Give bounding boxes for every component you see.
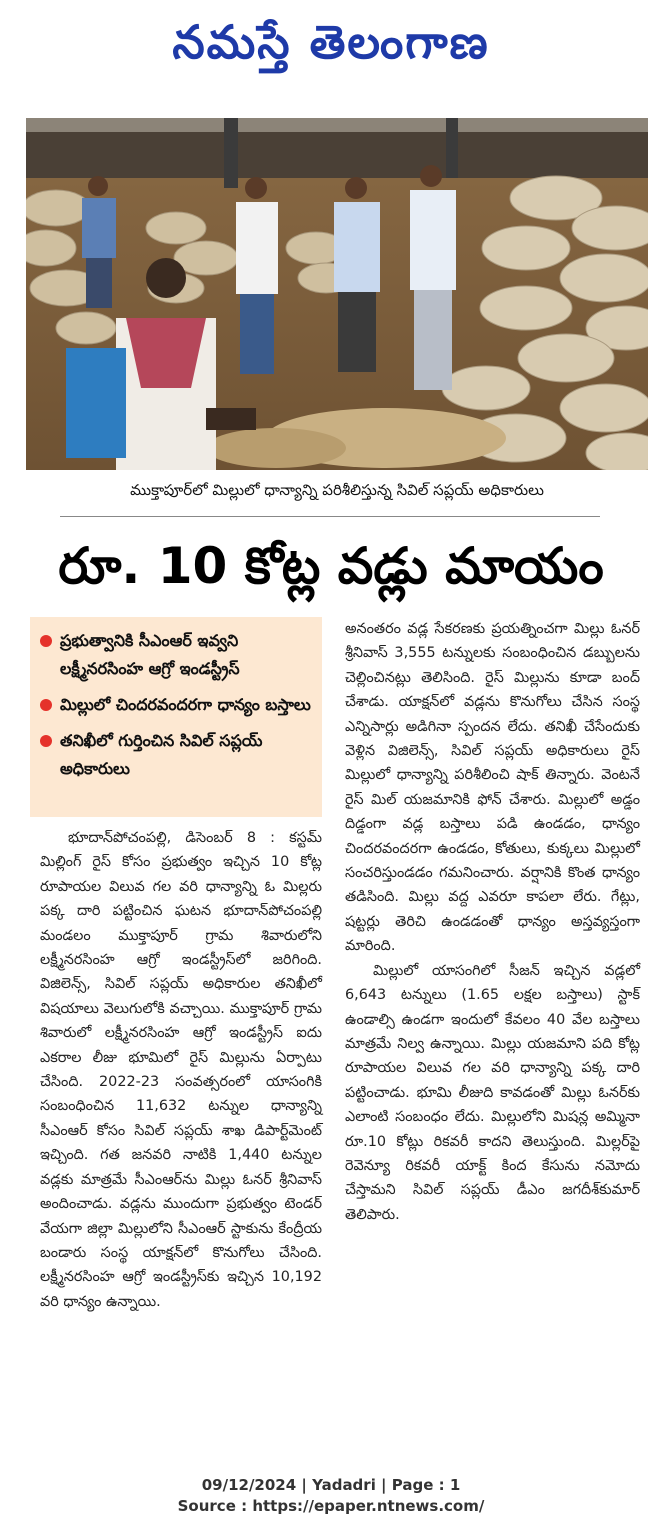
warehouse-image	[26, 118, 648, 470]
headline: రూ. 10 కోట్ల వడ్లు మాయం	[58, 537, 604, 595]
footer-date-edition: 09/12/2024 | Yadadri | Page : 1	[201, 1476, 461, 1494]
bullet-icon	[40, 699, 52, 711]
divider	[60, 516, 600, 517]
highlight-item	[38, 691, 314, 719]
bullet-icon	[40, 735, 52, 747]
highlights-box	[30, 617, 322, 817]
highlight-text: మిల్లులో చిందరవందరగా ధాన్యం బస్తాలు	[60, 695, 311, 714]
bullet-icon	[40, 635, 52, 647]
article-paragraph: మిల్లులో యాసంగిలో సీజన్ ఇచ్చిన వడ్లలో 6,643 టన్నులు (1.65 లక్షల బస్తాలు) స్టాక్ ఉండాల్సి ఉండగా ఇందులో కేవలం 40 వేల బస్తాలు మాత్రమే నిల్వ ఉన్నాయి. మిల్లు యజమాని పది కోట్ల రూపాయల విలువ గల వరి ధాన్యాన్ని పక్క దారి పట్టించాడు. భూమి లీజుది కావడంతో మిల్లు ఓనర్‌కు ఎలాంటి సంబంధం లేదు. మిల్లులోని మిషన్ల అమ్మినా రూ.10 కోట్లు రికవరీ కాదని తెలుస్తుంది. మిల్లర్‌పై రెవెన్యూ రికవరీ యాక్ట్ కింద కేసును నమోదు చేస్తామని సివిల్ సప్లయ్ డీఎం జగదీశ్‌కుమార్ తెలిపారు.	[345, 962, 640, 1223]
highlight-item	[38, 727, 314, 783]
footer-source: Source : https://epaper.ntnews.com/	[177, 1497, 485, 1515]
highlight-text: తనిఖీలో గుర్తించిన సివిల్ సప్లయ్ అధికారులు	[60, 731, 263, 778]
masthead-title: నమస్తే తెలంగాణ	[172, 15, 490, 69]
highlight-text: ప్రభుత్వానికి సీఎంఆర్ ఇవ్వని లక్ష్మీనరసింహ ఆగ్రో ఇండస్ట్రీస్	[60, 631, 240, 678]
highlight-item	[38, 627, 314, 683]
article-column-1	[40, 826, 322, 1314]
photo-caption: ముక్తాపూర్‌లో మిల్లులో ధాన్యాన్ని పరిశీలిస్తున్న సివిల్ సప్లయ్ అధికారులు	[130, 481, 544, 499]
page-footer	[0, 1475, 662, 1517]
article-column-2	[345, 617, 640, 1227]
news-photo	[26, 118, 648, 470]
article-paragraph: భూదాన్‌పోచంపల్లి, డిసెంబర్ 8 : కస్టమ్ మిల్లింగ్ రైస్ కోసం ప్రభుత్వం ఇచ్చిన 10 కోట్ల రూపాయల విలువ గల వరి ధాన్యాన్ని ఓ మిల్లరు పక్క దారి పట్టించిన ఘటన భూదాన్‌పోచంపల్లి మండలం ముక్తాపూర్ గ్రామ శివారులోని లక్ష్మీనరసింహ ఆగ్రో ఇండస్ట్రీస్‌లో జరిగింది. విజిలెన్స్, సివిల్ సప్లయ్ అధికారుల తనిఖీలో విషయాలు వెలుగులోకి వచ్చాయి. ముక్తాపూర్ గ్రామ శివారులో లక్ష్మీనరసింహ ఆగ్రో ఇండస్ట్రీస్ ఐదు ఎకరాల లీజు భూమిలో రైస్ మిల్లును ఏర్పాటు చేసింది. 2022-23 సంవత్సరంలో యాసంగికి సంబంధించిన 11,632 టన్నుల ధాన్యాన్ని సీఎంఆర్ కోసం సివిల్ సప్లయ్ శాఖ డిపార్ట్‌మెంట్ ఇచ్చింది. గత జనవరి నాటికి 1,440 టన్నుల వడ్లకు మాత్రమే సీఎంఆర్‌ను మిల్లు ఓనర్ శ్రీనివాస్ అందించాడు. వడ్లను ముందుగా ప్రభుత్వం టెండర్ వేయగా జిల్లా మిల్లులోని సీఎంఆర్ స్టాకును కేంద్రీయ బండారు సంస్థ యాక్షన్‌లో కొనుగోలు చేసింది. లక్ష్మీనరసింహ ఆగ్రో ఇండస్ట్రీస్‌కు ఇచ్చిన 10,192 వరి ధాన్యం ఉన్నాయి.	[40, 830, 322, 1310]
article-paragraph: అనంతరం వడ్ల సేకరణకు ప్రయత్నించగా మిల్లు ఓనర్ శ్రీనివాస్ 3,555 టన్నులకు సంబంధించిన డబ్బులను చెల్లించినట్లు తెలిసింది. రైస్ మిల్లును కూడా బంద్ చేశాడు. యాక్షన్‌లో వడ్లను కొనుగోలు చేసిన సంస్థ ఎన్నిసార్లు అడిగినా స్పందన లేదు. తనిఖీ చేసేందుకు వెళ్లిన విజిలెన్స్, సివిల్ సప్లయ్ అధికారులు రైస్ మిల్లులో ధాన్యాన్ని పరిశీలించి షాక్ తిన్నారు. వెంటనే రైస్ మిల్ యజమానికి ఫోన్ చేశారు. మిల్లులో అడ్డం దిడ్డంగా వడ్ల బస్తాలు పడి ఉండడం, ధాన్యం చిందరవందరగా ఉండడం, కోతులు, కుక్కలు మిల్లులో సంచరిస్తుండడం గమనించారు. వర్షానికి కొంత ధాన్యం తడిసింది. మిల్లు వద్ద ఎవరూ కాపలా లేరు. గేట్లు, షట్టర్లు తెరిచి ఉండడంతో ధాన్యం అస్తవ్యస్తంగా మారింది.	[345, 621, 640, 955]
